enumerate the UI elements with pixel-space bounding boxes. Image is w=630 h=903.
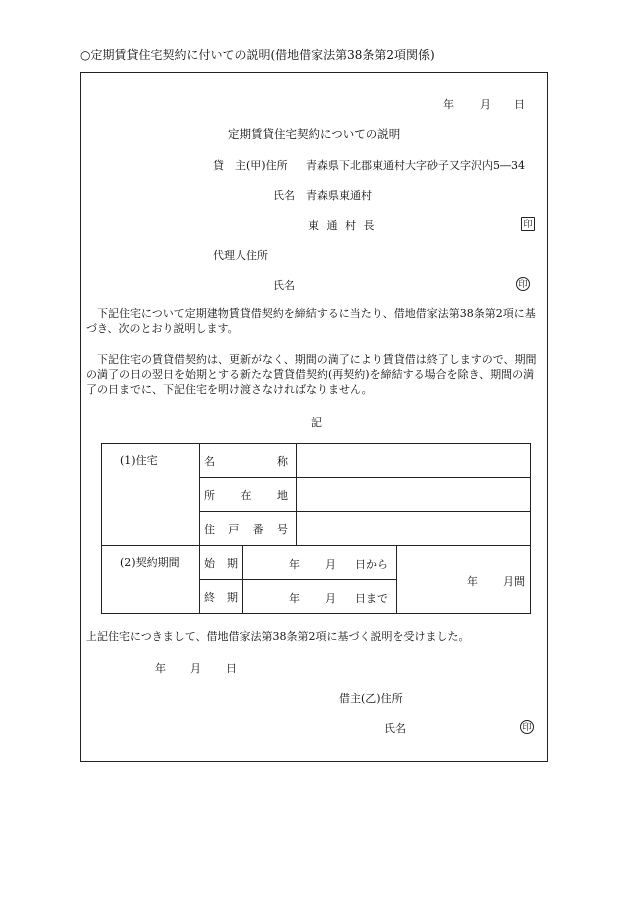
date-month: 月 <box>480 98 491 111</box>
row-label-location <box>200 478 297 512</box>
label-char: 終 <box>204 590 215 604</box>
label-char: 期 <box>227 556 238 570</box>
label-char: 期 <box>227 590 238 604</box>
label-char: 名 <box>204 454 215 468</box>
lessee-name-label: 氏名 <box>384 722 406 735</box>
duration-year: 年 <box>467 574 478 588</box>
end-suffix: 日まで <box>355 591 388 605</box>
label-char: 地 <box>277 488 288 502</box>
agent-name-label: 氏名 <box>273 279 295 292</box>
section-period-label: (2)契約期間 <box>102 546 200 614</box>
form-title: 定期賃貸住宅契約についての説明 <box>228 127 401 141</box>
date-day: 日 <box>514 98 525 111</box>
lessor-seal-icon: 印 <box>521 217 535 231</box>
lessee-address-label: 借主(乙)住所 <box>339 692 403 705</box>
lessor-address: 青森県下北郡東通村大字砂子又字沢内5―34 <box>306 159 525 172</box>
ki-marker: 記 <box>311 416 322 429</box>
end-month: 月 <box>325 591 336 605</box>
end-year: 年 <box>289 591 300 605</box>
start-month: 月 <box>325 557 336 571</box>
start-suffix: 日から <box>355 557 388 571</box>
table-row <box>102 444 531 478</box>
label-char: 番 <box>252 522 264 536</box>
label-char: 始 <box>204 556 215 570</box>
ack-date-year: 年 <box>155 662 166 675</box>
lessee-seal-icon: 印 <box>520 720 534 734</box>
housing-details-table <box>101 443 531 614</box>
housing-location-value[interactable] <box>297 478 531 512</box>
duration-month: 月間 <box>503 574 525 588</box>
end-date-field[interactable] <box>243 580 397 614</box>
ack-date-month: 月 <box>190 662 201 675</box>
lessor-representative: 東 通 村 長 <box>308 219 377 232</box>
contract-duration-field[interactable] <box>397 546 531 614</box>
label-char: 所 <box>204 488 215 502</box>
lessor-address-label: 貸 主(甲)住所 <box>213 159 288 172</box>
document-heading: ○定期賃貸住宅契約に付いての説明(借地借家法第38条第2項関係) <box>80 48 435 62</box>
label-char: 戸 <box>228 522 240 536</box>
start-year: 年 <box>289 557 300 571</box>
start-date-field[interactable] <box>243 546 397 580</box>
lessor-name-label: 氏名 <box>273 189 295 202</box>
lessor-name: 青森県東通村 <box>306 189 372 202</box>
explanation-paragraph-1: 下記住宅について定期建物賃貸借契約を締結するに当たり、借地借家法第38条第2項に基づき、次のとおり説明します。 <box>86 307 536 335</box>
label-char: 在 <box>240 488 252 502</box>
housing-unit-number-value[interactable] <box>297 512 531 546</box>
agent-seal-icon: 印 <box>516 277 530 291</box>
row-label-unit-number <box>200 512 297 546</box>
ack-date-day: 日 <box>226 662 237 675</box>
acknowledgement-text: 上記住宅につきまして、借地借家法第38条第2項に基づく説明を受けました。 <box>86 630 470 643</box>
row-label-start <box>200 546 243 580</box>
agent-address-label: 代理人住所 <box>213 249 268 262</box>
label-char: 住 <box>204 522 215 536</box>
section-housing-label: (1)住宅 <box>102 444 200 546</box>
row-label-name <box>200 444 297 478</box>
explanation-paragraph-2: 下記住宅の賃貸借契約は、更新がなく、期間の満了により賃貸借は終了しますので、期間の満了の日の翌日を始期とする新たな賃貸借契約(再契約)を締結する場合を除き、期間の満了の日までに、下記住宅を明け渡さなければなりません。 <box>86 353 537 396</box>
label-char: 号 <box>276 522 288 536</box>
label-char: 称 <box>277 454 288 468</box>
date-year: 年 <box>443 98 454 111</box>
table-row <box>102 546 531 580</box>
row-label-end <box>200 580 243 614</box>
housing-name-value[interactable] <box>297 444 531 478</box>
